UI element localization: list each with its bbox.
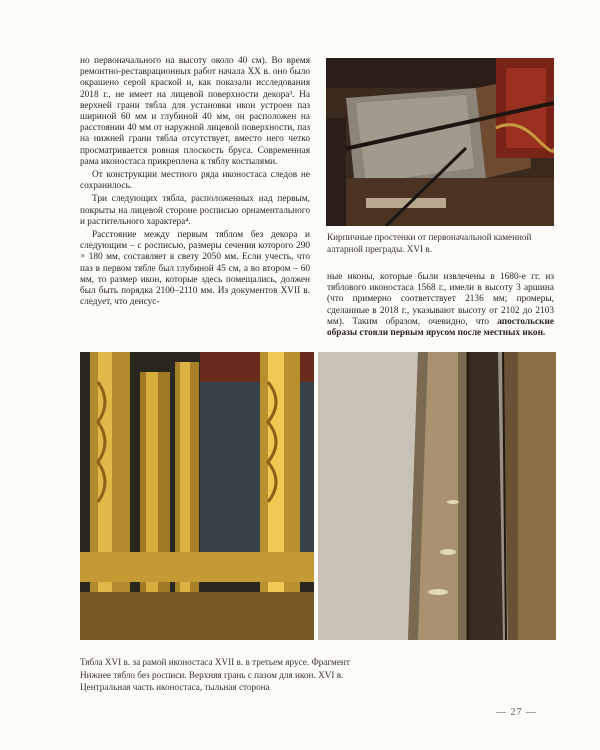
caption-central-part: Центральная часть иконостаса, тыльная сторона — [80, 682, 270, 692]
paragraph-1: но первоначального на высоту около 40 см). Во время ремонтно-реставрационных работ начала XX в. оно было окрашено серой краской и, как показали исследования 2018 г., не имеет на лицевой поверхности декора³. На верхней грани тябла для установки икон устроен паз шириной 60 мм и глубиной 40 мм, он расположен на расстоянии 40 мм от наружной лицевой поверхности, паз на нижней грани тябла отсутствует, вместо него четко просматривается ровная плоскость бруса. Современная рама иконостаса прикреплена к тяблу костылями. — [80, 56, 310, 167]
photo-brick-walls — [326, 58, 554, 226]
paragraph-4: Расстояние между первым тяблом без декора и следующим – с росписью, размеры сечения которого 290 × 180 мм, составляет в свету 2050 мм. Если учесть, что паз в первом тябле был глубиной 45 см, а во втором – 60 мм, то размер икон, которые здесь помещались, должен был быть порядка 2100–2110 мм. Из документов XVII в. следует, что деисус- — [80, 230, 310, 308]
photo-golden-columns — [80, 352, 314, 640]
photo-lower-beam — [318, 352, 556, 640]
bottom-captions — [80, 656, 550, 694]
paragraph-2: От конструкции местного ряда иконостаса следов не сохранилось. — [80, 170, 310, 192]
right-text-column — [327, 272, 554, 339]
left-text-column — [80, 56, 310, 308]
caption-golden-columns: Тябла XVI в. за рамой иконостаса XVII в. в третьем ярусе. Фрагмент — [80, 657, 350, 667]
caption-brick-walls: Кирпичные простенки от первоначальной каменной алтарной преграды. XVI в. — [327, 232, 532, 254]
right-text-emphasis: апостольские образы стояли первым ярусом после местных икон. — [327, 316, 554, 339]
paragraph-3: Три следующих тябла, расположенных над первым, покрыты на лицевой стороне росписью орнаментального и растительного характера⁴. — [80, 194, 310, 227]
page-number: — 27 — — [496, 707, 537, 718]
right-text-body: ные иконы, которые были извлечены в 1680-е гг. из тяблового иконостаса 1568 г., имели в высоту 3 аршина (что примерно соответствует 2136 мм; промеры, сделанные в 2018 г., указывают высоту от 2102 до 2103 мм). Таким образом, очевидно, что — [327, 272, 554, 327]
caption-lower-beam: Нижнее тябло без росписи. Верхняя грань с пазом для икон. XVI в. — [80, 669, 344, 680]
